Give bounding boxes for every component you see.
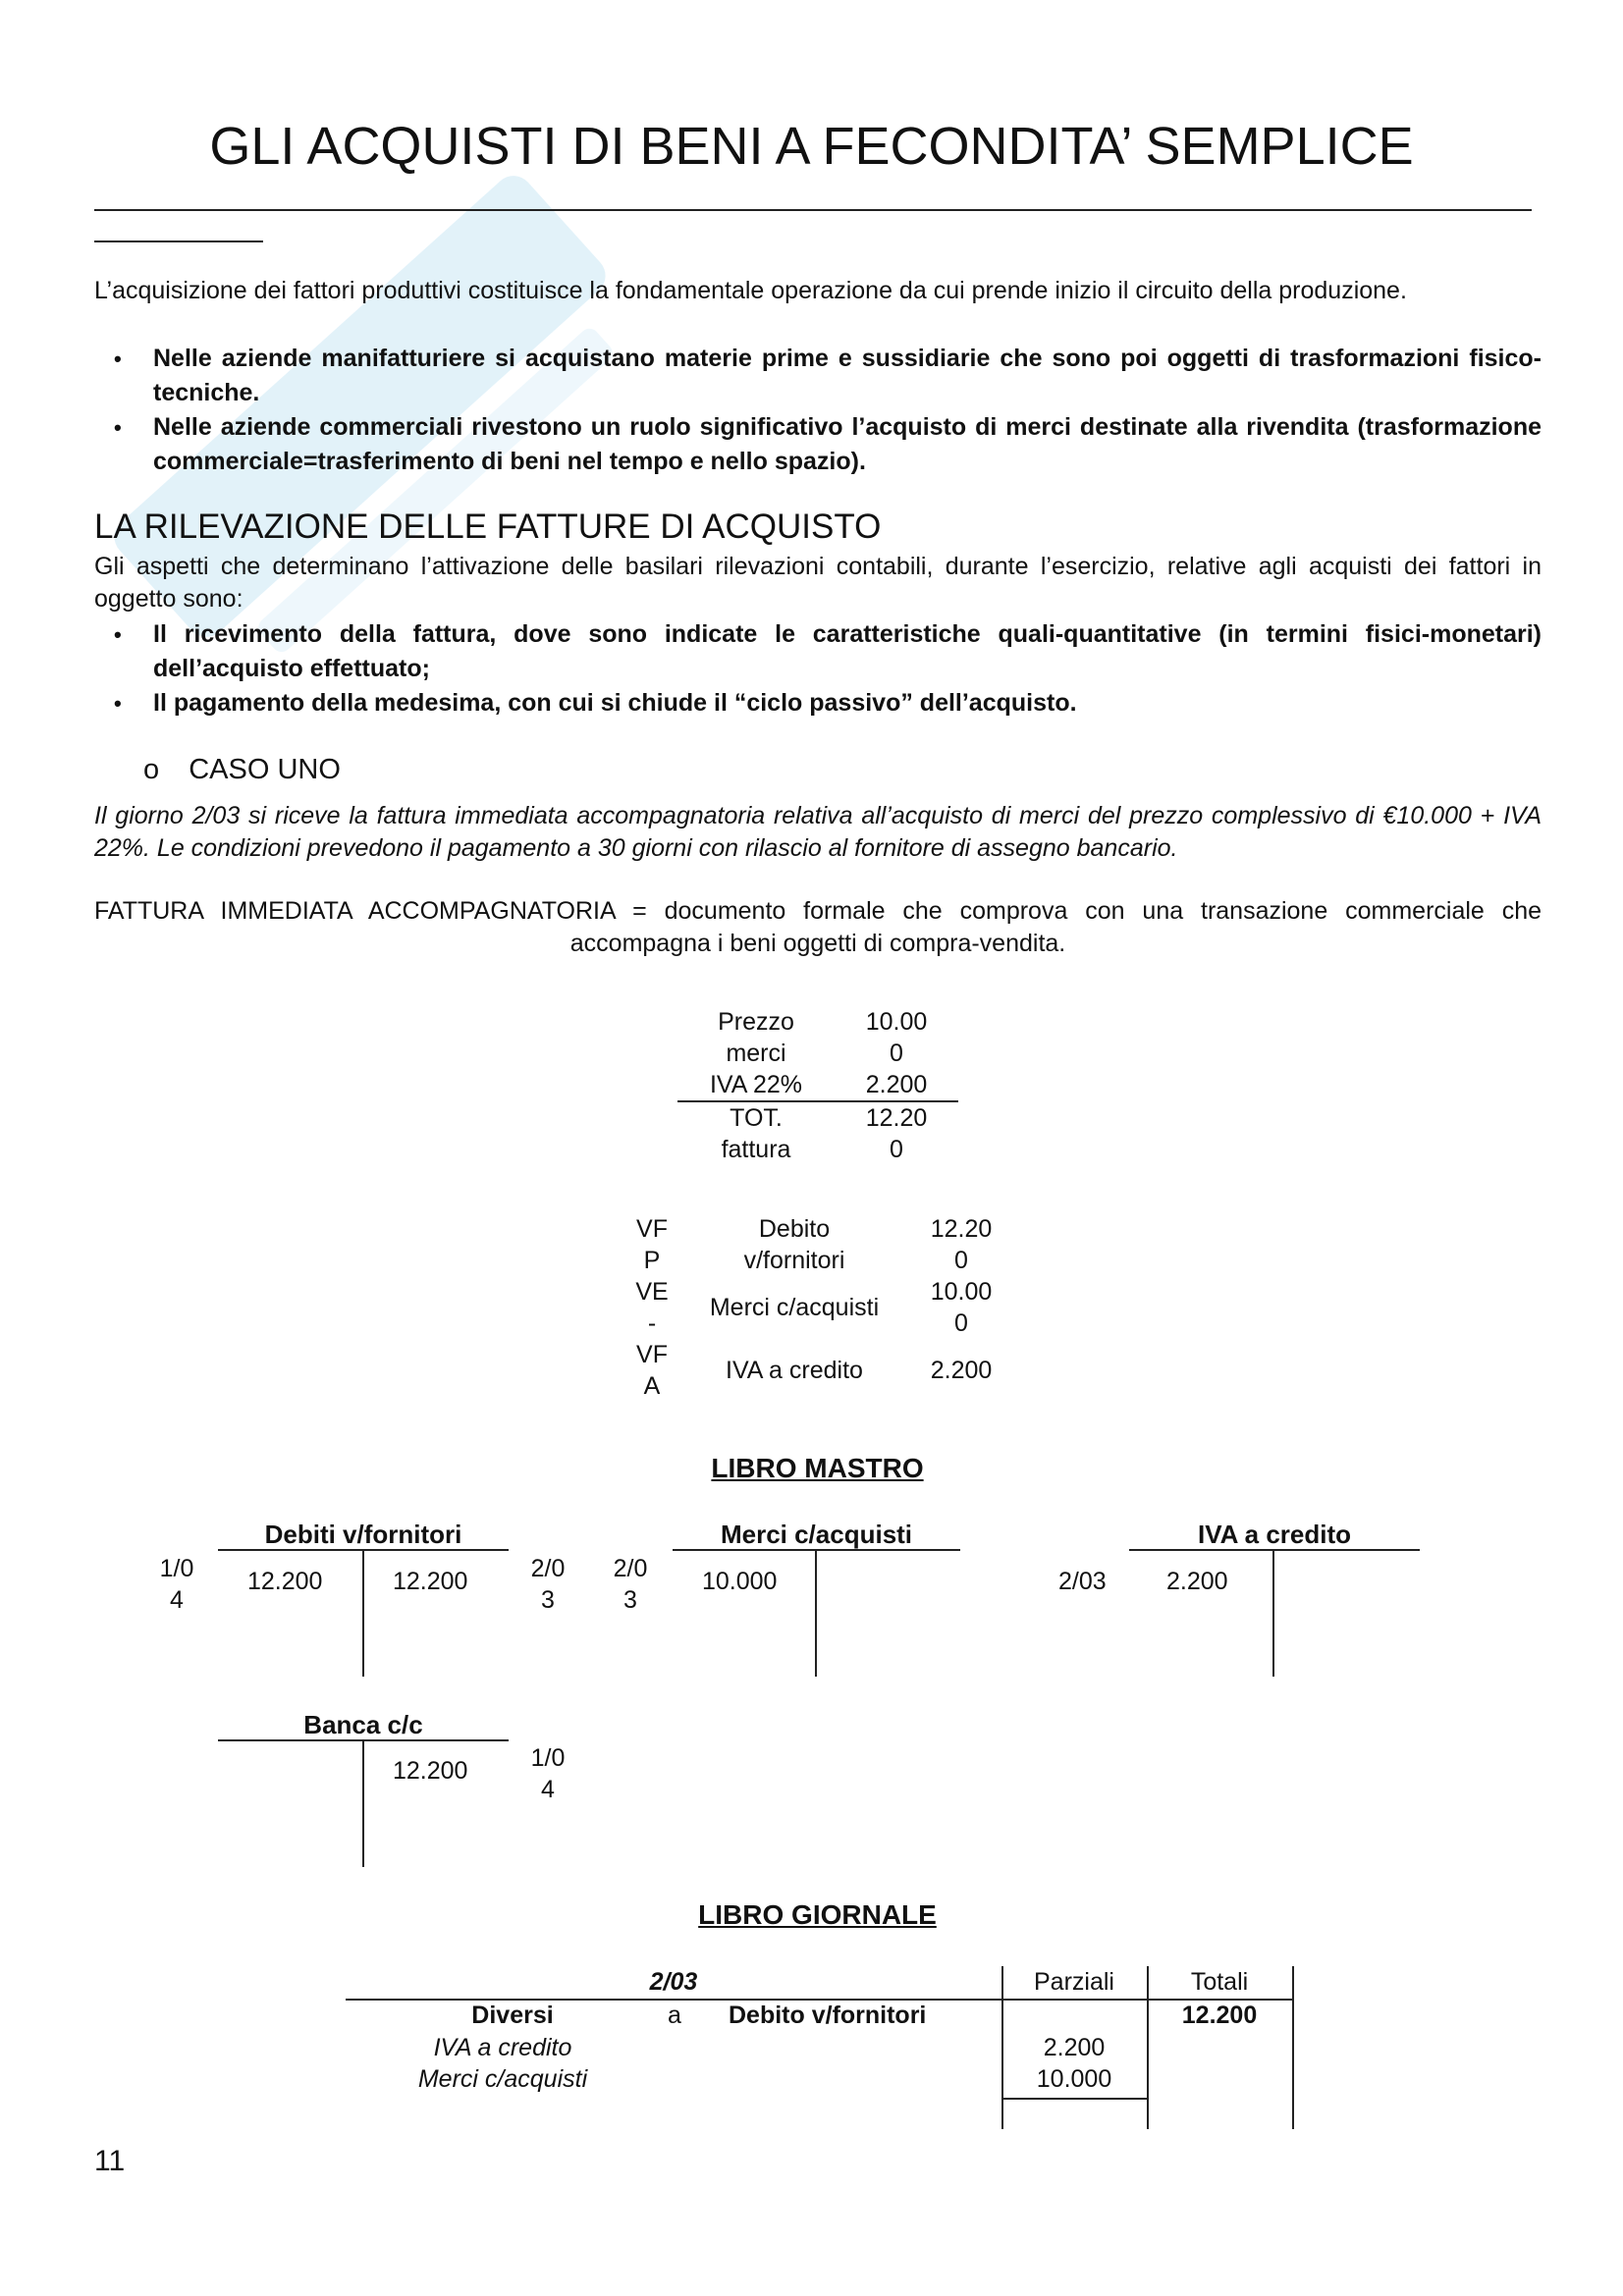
- section-heading: LA RILEVAZIONE DELLE FATTURE DI ACQUISTO: [94, 507, 882, 546]
- journal-line-partial: 10.000: [1036, 2065, 1112, 2093]
- t-account-divider: [362, 1549, 364, 1677]
- account-merci-title: Merci c/acquisti: [720, 1520, 913, 1549]
- intro-paragraph: L’acquisizione dei fattori produttivi costituisce la fondamentale operazione da cui prende inizio il circuito della produzione.: [94, 277, 1407, 304]
- table-cell: 0: [890, 1136, 903, 1163]
- journal-line-partial: 2.200: [1043, 2034, 1106, 2061]
- table-cell: merci: [726, 1040, 786, 1067]
- title-rule-short: [94, 240, 263, 242]
- table-cell: 10.00: [865, 1008, 928, 1036]
- journal-date: 2/03: [649, 1968, 698, 1996]
- section-bullet-list: [94, 617, 1542, 721]
- account-banca-right-date: 1/0 4: [530, 1744, 566, 1803]
- libro-mastro-heading: LIBRO MASTRO: [711, 1453, 924, 1483]
- account-iva-title: IVA a credito: [1197, 1520, 1352, 1549]
- account-iva-left-date: 2/03: [1058, 1568, 1107, 1595]
- intro-bullet-list: [94, 342, 1542, 479]
- bullet-icon: •: [114, 622, 122, 647]
- page-title: GLI ACQUISTI DI BENI A FECONDITA’ SEMPLICE: [209, 117, 1414, 176]
- account-debiti-left-date: 1/0 4: [159, 1555, 194, 1614]
- journal-line-account: Merci c/acquisti: [417, 2065, 588, 2093]
- journal-line-account: IVA a credito: [433, 2034, 572, 2061]
- journal-col-totali: Totali: [1190, 1968, 1249, 1996]
- case-title: CASO UNO: [189, 754, 341, 785]
- list-item: • Il ricevimento della fattura, dove sono indicate le caratteristiche quali-quantitative (in termini fisici-monetari) dell’acquisto effettuato;: [94, 617, 1542, 686]
- journal-main-credit: Debito v/fornitori: [729, 2002, 927, 2029]
- journal-col-divider: [1292, 1966, 1294, 2129]
- table-row: VF P Debito v/fornitori 12.20 0: [636, 1215, 993, 1274]
- variations-table: [622, 1213, 1015, 1402]
- journal-partial-rule: [1001, 2098, 1147, 2100]
- case-text: Il giorno 2/03 si riceve la fattura immediata accompagnatoria relativa all’acquisto di merci del prezzo complessivo di €10.000 + IVA 22%. Le condizioni prevedono il pagamento a 30 giorni con rilascio al fornitore di assegno bancario.: [94, 802, 1542, 862]
- journal-main-total: 12.200: [1181, 2002, 1258, 2029]
- account-debiti-title: Debiti v/fornitori: [264, 1520, 462, 1549]
- table-row: [677, 1069, 958, 1101]
- table-cell: Prezzo: [718, 1008, 794, 1036]
- title-rule: [94, 209, 1532, 211]
- section-intro: Gli aspetti che determinano l’attivazione delle basilari rilevazioni contabili, durante l’esercizio, relative agli acquisti dei fattori in oggetto sono:: [94, 553, 1542, 613]
- table-cell: fattura: [721, 1136, 791, 1163]
- t-account-divider: [1272, 1549, 1274, 1677]
- table-row: [677, 1101, 958, 1165]
- journal-connector: a: [668, 2002, 681, 2029]
- account-debiti-debit: 12.200: [247, 1568, 323, 1595]
- page-number: 11: [94, 2145, 126, 2177]
- account-merci-left-date: 2/0 3: [613, 1555, 648, 1614]
- invoice-table: [677, 1006, 958, 1165]
- t-account-divider: [815, 1549, 817, 1677]
- account-debiti-right-date: 2/0 3: [530, 1555, 566, 1614]
- table-cell: 0: [890, 1040, 903, 1067]
- journal-table: [346, 1966, 1294, 2129]
- list-item: • Il pagamento della medesima, con cui si chiude il “ciclo passivo” dell’acquisto.: [94, 686, 1542, 721]
- table-cell: TOT.: [730, 1104, 783, 1132]
- journal-header-rule: [346, 1999, 1294, 2001]
- journal-main-debit: Diversi: [471, 2002, 554, 2029]
- bullet-icon: •: [114, 347, 122, 371]
- case-heading: [143, 754, 341, 786]
- case-marker: o: [143, 754, 160, 785]
- bullet-icon: •: [114, 691, 122, 716]
- table-cell: 2.200: [865, 1071, 928, 1098]
- libro-giornale-heading: LIBRO GIORNALE: [698, 1899, 937, 1930]
- table-cell: 12.20: [865, 1104, 928, 1132]
- list-item: • Nelle aziende commerciali rivestono un ruolo significativo l’acquisto di merci destinate alla rivendita (trasformazione commerciale=trasferimento di beni nel tempo e nello spazio).: [94, 410, 1542, 479]
- table-row: VF A IVA a credito 2.200: [636, 1341, 993, 1400]
- t-account-top: [1129, 1549, 1420, 1551]
- journal-col-parziali: Parziali: [1034, 1968, 1114, 1996]
- account-merci-debit: 10.000: [702, 1568, 778, 1595]
- t-account-divider: [362, 1739, 364, 1867]
- account-banca-credit: 12.200: [393, 1757, 468, 1785]
- account-debiti-credit: 12.200: [393, 1568, 468, 1595]
- table-row: [677, 1006, 958, 1069]
- table-row: VE - Merci c/acquisti 10.00 0: [635, 1278, 993, 1337]
- list-item: • Nelle aziende manifatturiere si acquistano materie prime e sussidiarie che sono poi oggetti di trasformazioni fisico-tecniche.: [94, 342, 1542, 410]
- account-banca-title: Banca c/c: [303, 1710, 423, 1739]
- account-iva-debit: 2.200: [1166, 1568, 1228, 1595]
- definition-paragraph: FATTURA IMMEDIATA ACCOMPAGNATORIA = documento formale che comprova con una transazione commerciale che accompagna i beni oggetti di compra-vendita.: [94, 897, 1542, 957]
- table-cell: IVA 22%: [709, 1071, 803, 1098]
- bullet-icon: •: [114, 415, 122, 440]
